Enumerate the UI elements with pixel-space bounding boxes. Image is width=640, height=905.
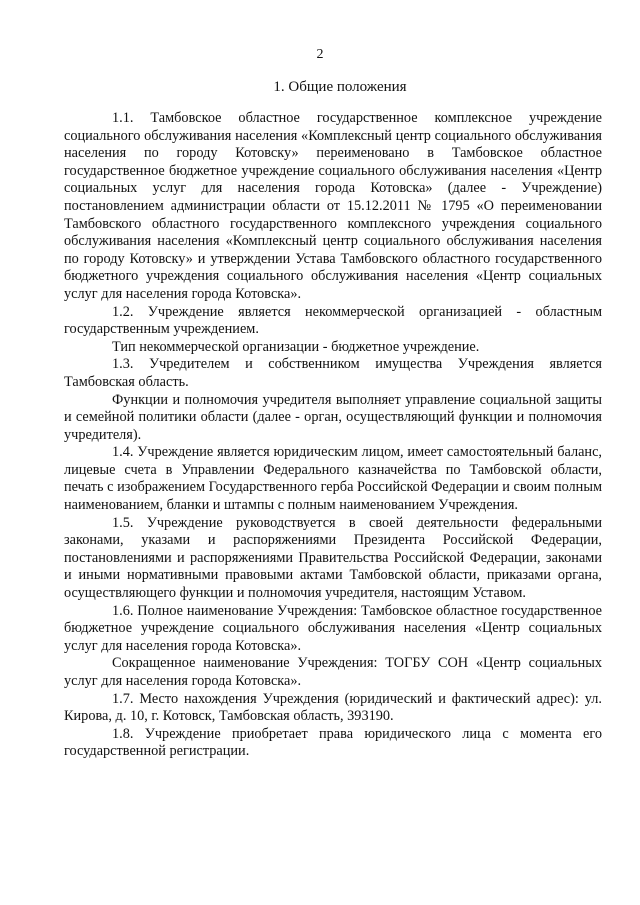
- paragraph-1-8: 1.8. Учреждение приобретает права юридического лица с момента его государственной регистрации.: [64, 725, 602, 760]
- paragraph-org-type: Тип некоммерческой организации - бюджетное учреждение.: [112, 338, 480, 355]
- paragraph-1-2: 1.2. Учреждение является некоммерческой организацией - областным государственным учреждением.: [64, 303, 602, 338]
- page-number: 2: [316, 47, 324, 62]
- paragraph-1-3: 1.3. Учредителем и собственником имущества Учреждения является Тамбовская область.: [64, 356, 602, 390]
- paragraph-1-5: 1.5. Учреждение руководствуется в своей деятельности федеральными законами, указами и распоряжениями Президента Российской Федерации, постановлениями и распоряжениями Правительства Российской Федерации, законами и иными нормативными правовыми актами Тамбовской области, приказами органа, осуществляющего функции и полномочия учредителя, настоящим Уставом.: [64, 514, 602, 602]
- paragraph-short-name: Сокращенное наименование Учреждения: ТОГБУ СОН «Центр социальных услуг для населения города Котовска».: [64, 655, 602, 689]
- paragraph-1-4: 1.4. Учреждение является юридическим лицом, имеет самостоятельный баланс, лицевые счета в Управлении Федерального казначейства по Тамбовской области, печать с изображением Государственного герба Российской Федерации и своим полным наименованием, бланки и штампы с полным наименованием Учреждения.: [64, 444, 602, 514]
- section-body: [64, 110, 602, 761]
- paragraph-1-1: 1.1. Тамбовское областное государственное комплексное учреждение социального обслуживания населения «Комплексный центр социального обслуживания населения по городу Котовску» переименовано в Тамбовское областное государственное бюджетное учреждение социального обслуживания населения «Центр социальных услуг для населения города Котовска» (далее - Учреждение) постановлением администрации области от 15.12.2011 № 1795 «О переименовании Тамбовского областного государственного комплексного учреждения социального обслуживания населения «Комплексный центр социального обслуживания населения по городу Котовску» и утверждении Устава Тамбовского областного государственного бюджетного учреждения социального обслуживания населения «Центр социальных услуг для населения города Котовска».: [64, 110, 602, 302]
- paragraph-founder-functions: Функции и полномочия учредителя выполняет управление социальной защиты и семейной политики области (далее - орган, осуществляющий функции и полномочия учредителя).: [64, 391, 602, 443]
- paragraph-1-7: 1.7. Место нахождения Учреждения (юридический и фактический адрес): ул. Кирова, д. 10, г. Котовск, Тамбовская область, 393190.: [64, 690, 602, 725]
- paragraph-1-6: 1.6. Полное наименование Учреждения: Тамбовское областное государственное бюджетное учреждение социального обслуживания населения «Центр социальных услуг для населения города Котовска».: [64, 602, 602, 654]
- section-title: 1. Общие положения: [273, 79, 407, 95]
